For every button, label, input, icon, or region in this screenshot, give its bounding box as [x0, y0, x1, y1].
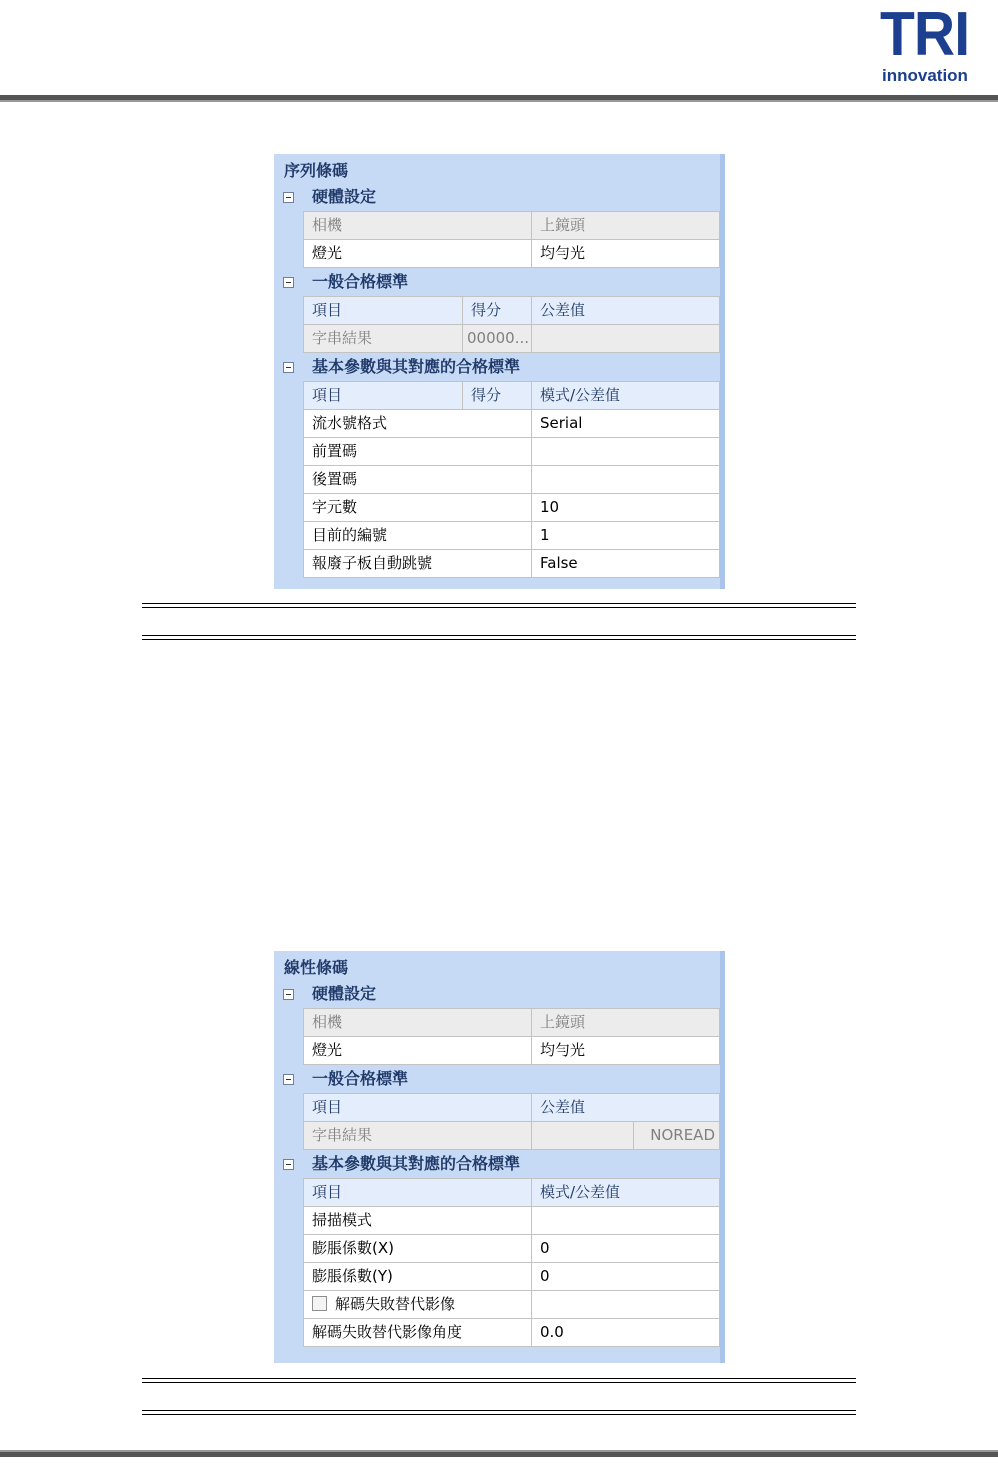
- property-row-camera[interactable]: [303, 212, 720, 240]
- logo-mark: TRI: [880, 0, 970, 69]
- property-value[interactable]: 均勻光: [531, 240, 720, 267]
- property-row-char-count[interactable]: [303, 494, 720, 522]
- property-label: 膨脹係數(X): [303, 1235, 531, 1262]
- property-row-string-result[interactable]: [303, 1122, 720, 1150]
- property-row-suffix[interactable]: [303, 466, 720, 494]
- property-row-dilation-x[interactable]: [303, 1235, 720, 1263]
- property-row-dilation-y[interactable]: [303, 1263, 720, 1291]
- property-label: 掃描模式: [303, 1207, 531, 1234]
- divider-double-rule: [142, 603, 856, 608]
- property-label: 燈光: [303, 240, 531, 267]
- property-row-lighting[interactable]: [303, 240, 720, 268]
- property-value[interactable]: [531, 1291, 720, 1318]
- property-label: 燈光: [303, 1037, 531, 1064]
- column-header-item: 項目: [303, 1179, 531, 1206]
- collapse-icon[interactable]: [283, 362, 294, 373]
- section-title: 一般合格標準: [312, 1069, 409, 1088]
- section-title: 基本參數與其對應的合格標準: [312, 357, 521, 376]
- divider-double-rule: [142, 1410, 856, 1415]
- property-row-auto-skip[interactable]: [303, 550, 720, 578]
- section-title: 基本參數與其對應的合格標準: [312, 1154, 521, 1173]
- property-value[interactable]: [531, 466, 720, 493]
- property-value[interactable]: [531, 438, 720, 465]
- table-header-row: [303, 1094, 720, 1122]
- property-value[interactable]: 均勻光: [531, 1037, 720, 1064]
- fallback-image-checkbox[interactable]: [312, 1296, 327, 1311]
- collapse-icon[interactable]: [283, 192, 294, 203]
- property-label: 相機: [303, 1009, 531, 1036]
- footer-rule: [0, 1450, 998, 1457]
- panel-title: 線性條碼: [284, 958, 349, 977]
- property-value[interactable]: [531, 1207, 720, 1234]
- property-label: 後置碼: [303, 466, 531, 493]
- table-header-row: [303, 1179, 720, 1207]
- property-label: 相機: [303, 212, 531, 239]
- property-row-string-result[interactable]: [303, 325, 720, 353]
- section-hardware[interactable]: [274, 183, 720, 211]
- property-label: 流水號格式: [303, 410, 531, 437]
- property-value[interactable]: Serial: [531, 410, 720, 437]
- property-row-fallback-image[interactable]: [303, 1291, 720, 1319]
- header-rule: [0, 95, 998, 102]
- column-header-mode-tolerance: 模式/公差值: [531, 1179, 720, 1206]
- column-header-tolerance: 公差值: [531, 1094, 720, 1121]
- linear-barcode-panel: [274, 951, 725, 1363]
- property-row-serial-format[interactable]: [303, 410, 720, 438]
- column-header-item: 項目: [303, 297, 462, 324]
- property-value: 上鏡頭: [531, 212, 720, 239]
- property-row-fallback-angle[interactable]: [303, 1319, 720, 1347]
- divider-double-rule: [142, 635, 856, 640]
- property-row-prefix[interactable]: [303, 438, 720, 466]
- property-row-current-number[interactable]: [303, 522, 720, 550]
- table-header-row: [303, 297, 720, 325]
- column-header-item: 項目: [303, 382, 462, 409]
- property-label: 前置碼: [303, 438, 531, 465]
- collapse-icon[interactable]: [283, 1074, 294, 1085]
- column-header-item: 項目: [303, 1094, 531, 1121]
- section-basic-params[interactable]: [274, 1150, 720, 1178]
- column-header-score: 得分: [462, 297, 531, 324]
- divider-double-rule: [142, 1378, 856, 1383]
- property-value: 上鏡頭: [531, 1009, 720, 1036]
- section-title: 硬體設定: [312, 984, 377, 1003]
- collapse-icon[interactable]: [283, 989, 294, 1000]
- serial-barcode-panel: [274, 154, 725, 589]
- property-value[interactable]: 0: [531, 1263, 720, 1290]
- property-value[interactable]: 0: [531, 1235, 720, 1262]
- tolerance-value: [531, 325, 720, 352]
- score-value: 00000...: [462, 325, 531, 352]
- property-label: 目前的編號: [303, 522, 531, 549]
- property-value[interactable]: 10: [531, 494, 720, 521]
- property-label: 字串結果: [303, 1122, 531, 1149]
- property-value[interactable]: False: [531, 550, 720, 577]
- table-header-row: [303, 382, 720, 410]
- property-label: 解碼失敗替代影像角度: [303, 1319, 531, 1346]
- panel-title: 序列條碼: [284, 161, 349, 180]
- logo-subtitle: innovation: [882, 66, 968, 85]
- property-value[interactable]: 0.0: [531, 1319, 720, 1346]
- checkbox-label: 解碼失敗替代影像: [335, 1295, 456, 1313]
- tri-innovation-logo: [878, 0, 994, 88]
- score-value: [531, 1122, 633, 1149]
- property-label: 膨脹係數(Y): [303, 1263, 531, 1290]
- collapse-icon[interactable]: [283, 1159, 294, 1170]
- section-general-criteria[interactable]: [274, 1065, 720, 1093]
- section-title: 硬體設定: [312, 187, 377, 206]
- tolerance-value: NOREAD: [633, 1122, 720, 1149]
- column-header-mode-tolerance: 模式/公差值: [531, 382, 720, 409]
- column-header-score: 得分: [462, 382, 531, 409]
- property-label: 報廢子板自動跳號: [303, 550, 531, 577]
- property-label-with-checkbox: [303, 1291, 531, 1318]
- property-row-camera[interactable]: [303, 1009, 720, 1037]
- property-row-scan-mode[interactable]: [303, 1207, 720, 1235]
- property-label: 字串結果: [303, 325, 462, 352]
- property-value[interactable]: 1: [531, 522, 720, 549]
- collapse-icon[interactable]: [283, 277, 294, 288]
- column-header-tolerance: 公差值: [531, 297, 720, 324]
- section-basic-params[interactable]: [274, 353, 720, 381]
- section-hardware[interactable]: [274, 980, 720, 1008]
- section-general-criteria[interactable]: [274, 268, 720, 296]
- section-title: 一般合格標準: [312, 272, 409, 291]
- property-label: 字元數: [303, 494, 531, 521]
- property-row-lighting[interactable]: [303, 1037, 720, 1065]
